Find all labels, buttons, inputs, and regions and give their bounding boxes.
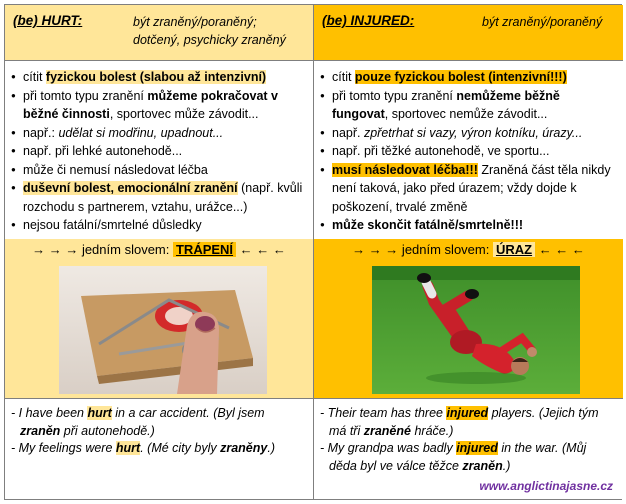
list-item: ● cítit fyzickou bolest (slabou až intenzivní)	[11, 68, 307, 87]
example-sentence: - Their team has three injured players. (Jejich tým má tři zraněné hráče.)	[320, 406, 599, 438]
list-item: ● např. při lehké autonehodě...	[11, 142, 307, 161]
injured-column	[314, 5, 623, 499]
list-item: ● např.: udělat si modřinu, upadnout...	[11, 124, 307, 143]
list-item: ● např. při těžké autonehodě, ve sportu...	[320, 142, 617, 161]
list-item: ● cítit pouze fyzickou bolest (intenzivní!!!)	[320, 68, 617, 87]
injured-term: (be) INJURED:	[322, 13, 415, 28]
hurt-examples	[5, 399, 313, 499]
hurt-column	[5, 5, 314, 499]
example-sentence: - My feelings were hurt. (Mé city byly zraněny.)	[11, 441, 275, 455]
list-item: ● např. zpřetrhat si vazy, výron kotníku, úrazy...	[320, 124, 617, 143]
list-item: ● může skončit fatálně/smrtelně!!!	[320, 216, 617, 235]
injured-one-word: ÚRAZ	[493, 242, 535, 257]
injured-translation: být zraněný/poraněný	[482, 15, 603, 29]
hurt-bullets	[5, 61, 313, 239]
list-item: ● duševní bolest, emocionální zranění (např. kvůli rozchodu s partnerem, vztahu, urážce...)	[11, 179, 307, 216]
list-item: ● může či nemusí následovat léčba	[11, 161, 307, 180]
hurt-one-word: TRÁPENÍ	[173, 242, 236, 257]
example-sentence: - My grandpa was badly injured in the war. (Můj děda byl ve válce těžce zraněn.)	[320, 441, 587, 473]
list-item: ● nejsou fatální/smrtelné důsledky	[11, 216, 307, 235]
list-item: ● musí následovat léčba!!! Zraněná část těla nikdy není taková, jako před úrazem; vždy dojde k poškození, trvalé změně	[320, 161, 617, 217]
injured-footballer-image	[372, 266, 580, 394]
injured-one-word-row: → → → jedním slovem: ÚRAZ ← ← ←	[314, 239, 623, 261]
injured-header	[314, 5, 623, 61]
injured-picture-area	[314, 261, 623, 399]
website-footer[interactable]: www.anglictinajasne.cz	[479, 479, 613, 493]
hurt-one-word-row: → → → jedním slovem: TRÁPENÍ ← ← ←	[5, 239, 313, 261]
hurt-translation: být zraněný/poraněný; dotčený, psychicky zraněný	[133, 15, 286, 47]
injured-bullets	[314, 61, 623, 239]
comparison-table	[4, 4, 622, 500]
hurt-term: (be) HURT:	[13, 13, 83, 28]
mousetrap-finger-image	[59, 266, 267, 394]
example-sentence: - I have been hurt in a car accident. (Byl jsem zraněn při autonehodě.)	[11, 406, 265, 438]
list-item: ● při tomto typu zranění můžeme pokračovat v běžné činnosti, sportovec může závodit...	[11, 87, 307, 124]
hurt-picture-area	[5, 261, 313, 399]
list-item: ● při tomto typu zranění nemůžeme běžně fungovat, sportovec nemůže závodit...	[320, 87, 617, 124]
hurt-header	[5, 5, 313, 61]
